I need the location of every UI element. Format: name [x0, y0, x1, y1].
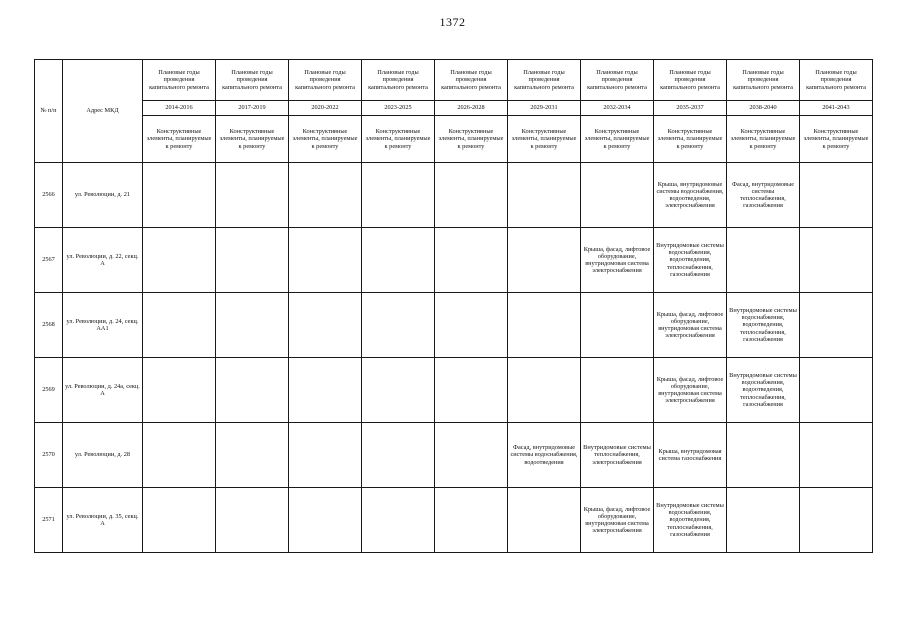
table-cell [435, 163, 508, 228]
table-cell [508, 293, 581, 358]
table-cell [289, 488, 362, 553]
row-number: 2567 [35, 228, 63, 293]
table-cell [362, 358, 435, 423]
row-address: ул. Революции, д. 28 [63, 423, 143, 488]
row-number: 2570 [35, 423, 63, 488]
header-period-label: Плановые годы проведения капитального ремонта [508, 60, 581, 101]
table-cell: Фасад, внутридомовые системы водоснабжения, водоотведения [508, 423, 581, 488]
table-cell [143, 423, 216, 488]
header-years: 2023-2025 [362, 101, 435, 116]
header-elements: Конструктивные элементы, планируемые к ремонту [289, 116, 362, 163]
table-cell: Фасад, внутридомовые системы теплоснабжения, газоснабжения [727, 163, 800, 228]
row-number: 2566 [35, 163, 63, 228]
table-cell [508, 488, 581, 553]
table-cell: Крыша, фасад, лифтовое оборудование, внутридомовая система электроснабжения [654, 293, 727, 358]
table-header [35, 60, 873, 163]
table-cell [435, 488, 508, 553]
table-cell [143, 488, 216, 553]
table-row [35, 423, 873, 488]
header-period-label: Плановые годы проведения капитального ремонта [216, 60, 289, 101]
header-period-label: Плановые годы проведения капитального ремонта [362, 60, 435, 101]
table-cell [362, 488, 435, 553]
table-cell [289, 358, 362, 423]
row-address: ул. Революции, д. 24а, секц. А [63, 358, 143, 423]
table-cell [143, 293, 216, 358]
row-number: 2571 [35, 488, 63, 553]
header-num: № п/п [35, 60, 63, 163]
header-elements: Конструктивные элементы, планируемые к ремонту [435, 116, 508, 163]
table-cell [289, 423, 362, 488]
table-cell [435, 228, 508, 293]
header-years: 2026-2028 [435, 101, 508, 116]
table-cell [800, 423, 873, 488]
header-years: 2029-2031 [508, 101, 581, 116]
capital-repair-table [34, 59, 873, 553]
table-cell [362, 163, 435, 228]
table-cell: Внутридомовые системы теплоснабжения, электроснабжения [581, 423, 654, 488]
table-row [35, 293, 873, 358]
table-cell [362, 423, 435, 488]
header-years: 2017-2019 [216, 101, 289, 116]
table-cell: Внутридомовые системы водоснабжения, водоотведения, теплоснабжения, газоснабжения [727, 358, 800, 423]
table-cell [800, 228, 873, 293]
table-cell [216, 293, 289, 358]
table-cell [362, 228, 435, 293]
header-period-label: Плановые годы проведения капитального ремонта [143, 60, 216, 101]
header-period-label: Плановые годы проведения капитального ремонта [727, 60, 800, 101]
row-address: ул. Революции, д. 21 [63, 163, 143, 228]
header-elements: Конструктивные элементы, планируемые к ремонту [800, 116, 873, 163]
table-cell [800, 163, 873, 228]
table-cell [508, 163, 581, 228]
header-elements: Конструктивные элементы, планируемые к ремонту [581, 116, 654, 163]
header-period-label: Плановые годы проведения капитального ремонта [800, 60, 873, 101]
table-cell [727, 488, 800, 553]
page-number: 1372 [439, 15, 466, 29]
header-period-label: Плановые годы проведения капитального ремонта [654, 60, 727, 101]
table-cell [800, 293, 873, 358]
table-cell [508, 228, 581, 293]
row-address: ул. Революции, д. 24, секц. АА1 [63, 293, 143, 358]
table-cell: Внутридомовые системы водоснабжения, водоотведения, теплоснабжения, газоснабжения [654, 488, 727, 553]
table-row [35, 228, 873, 293]
header-years: 2035-2037 [654, 101, 727, 116]
table-cell [289, 293, 362, 358]
table-cell [727, 423, 800, 488]
table-cell [581, 293, 654, 358]
header-elements: Конструктивные элементы, планируемые к ремонту [727, 116, 800, 163]
row-address: ул. Революции, д. 35, секц. А [63, 488, 143, 553]
table-cell [289, 163, 362, 228]
table-body [35, 163, 873, 553]
header-years: 2014-2016 [143, 101, 216, 116]
table-cell [435, 293, 508, 358]
table-cell [143, 358, 216, 423]
table-cell [435, 423, 508, 488]
table-cell: Внутридомовые системы водоснабжения, водоотведения, теплоснабжения, газоснабжения [654, 228, 727, 293]
header-years: 2038-2040 [727, 101, 800, 116]
table-cell [800, 358, 873, 423]
table-cell [216, 163, 289, 228]
header-elements: Конструктивные элементы, планируемые к ремонту [654, 116, 727, 163]
header-years: 2032-2034 [581, 101, 654, 116]
header-elements: Конструктивные элементы, планируемые к ремонту [508, 116, 581, 163]
table-cell: Внутридомовые системы водоснабжения, водоотведения, теплоснабжения, газоснабжения [727, 293, 800, 358]
table-cell [216, 488, 289, 553]
row-address: ул. Революции, д. 22, секц. А [63, 228, 143, 293]
table-cell [362, 293, 435, 358]
table-cell [289, 228, 362, 293]
table-row [35, 358, 873, 423]
table-row [35, 488, 873, 553]
table-cell: Крыша, фасад, лифтовое оборудование, внутридомовая система электроснабжения [654, 358, 727, 423]
header-years: 2041-2043 [800, 101, 873, 116]
table-cell [435, 358, 508, 423]
table-cell: Крыша, внутридомовая система газоснабжения [654, 423, 727, 488]
table-cell [727, 228, 800, 293]
table-cell [216, 358, 289, 423]
table-cell [508, 358, 581, 423]
header-years: 2020-2022 [289, 101, 362, 116]
header-elements: Конструктивные элементы, планируемые к ремонту [362, 116, 435, 163]
table-cell: Крыша, внутридомовые системы водоснабжения, водоотведения, электроснабжения [654, 163, 727, 228]
header-period-label: Плановые годы проведения капитального ремонта [581, 60, 654, 101]
header-period-label: Плановые годы проведения капитального ремонта [289, 60, 362, 101]
table-cell [581, 163, 654, 228]
table-cell [216, 228, 289, 293]
header-elements: Конструктивные элементы, планируемые к ремонту [143, 116, 216, 163]
table-cell [143, 228, 216, 293]
row-number: 2568 [35, 293, 63, 358]
row-number: 2569 [35, 358, 63, 423]
table-cell [143, 163, 216, 228]
table-row [35, 163, 873, 228]
table-cell [216, 423, 289, 488]
header-period-label: Плановые годы проведения капитального ремонта [435, 60, 508, 101]
header-elements: Конструктивные элементы, планируемые к ремонту [216, 116, 289, 163]
table-cell [800, 488, 873, 553]
table-cell [581, 358, 654, 423]
header-address: Адрес МКД [63, 60, 143, 163]
table-cell: Крыша, фасад, лифтовое оборудование, внутридомовая система электроснабжения [581, 228, 654, 293]
table-cell: Крыша, фасад, лифтовое оборудование, внутридомовая система электроснабжения [581, 488, 654, 553]
